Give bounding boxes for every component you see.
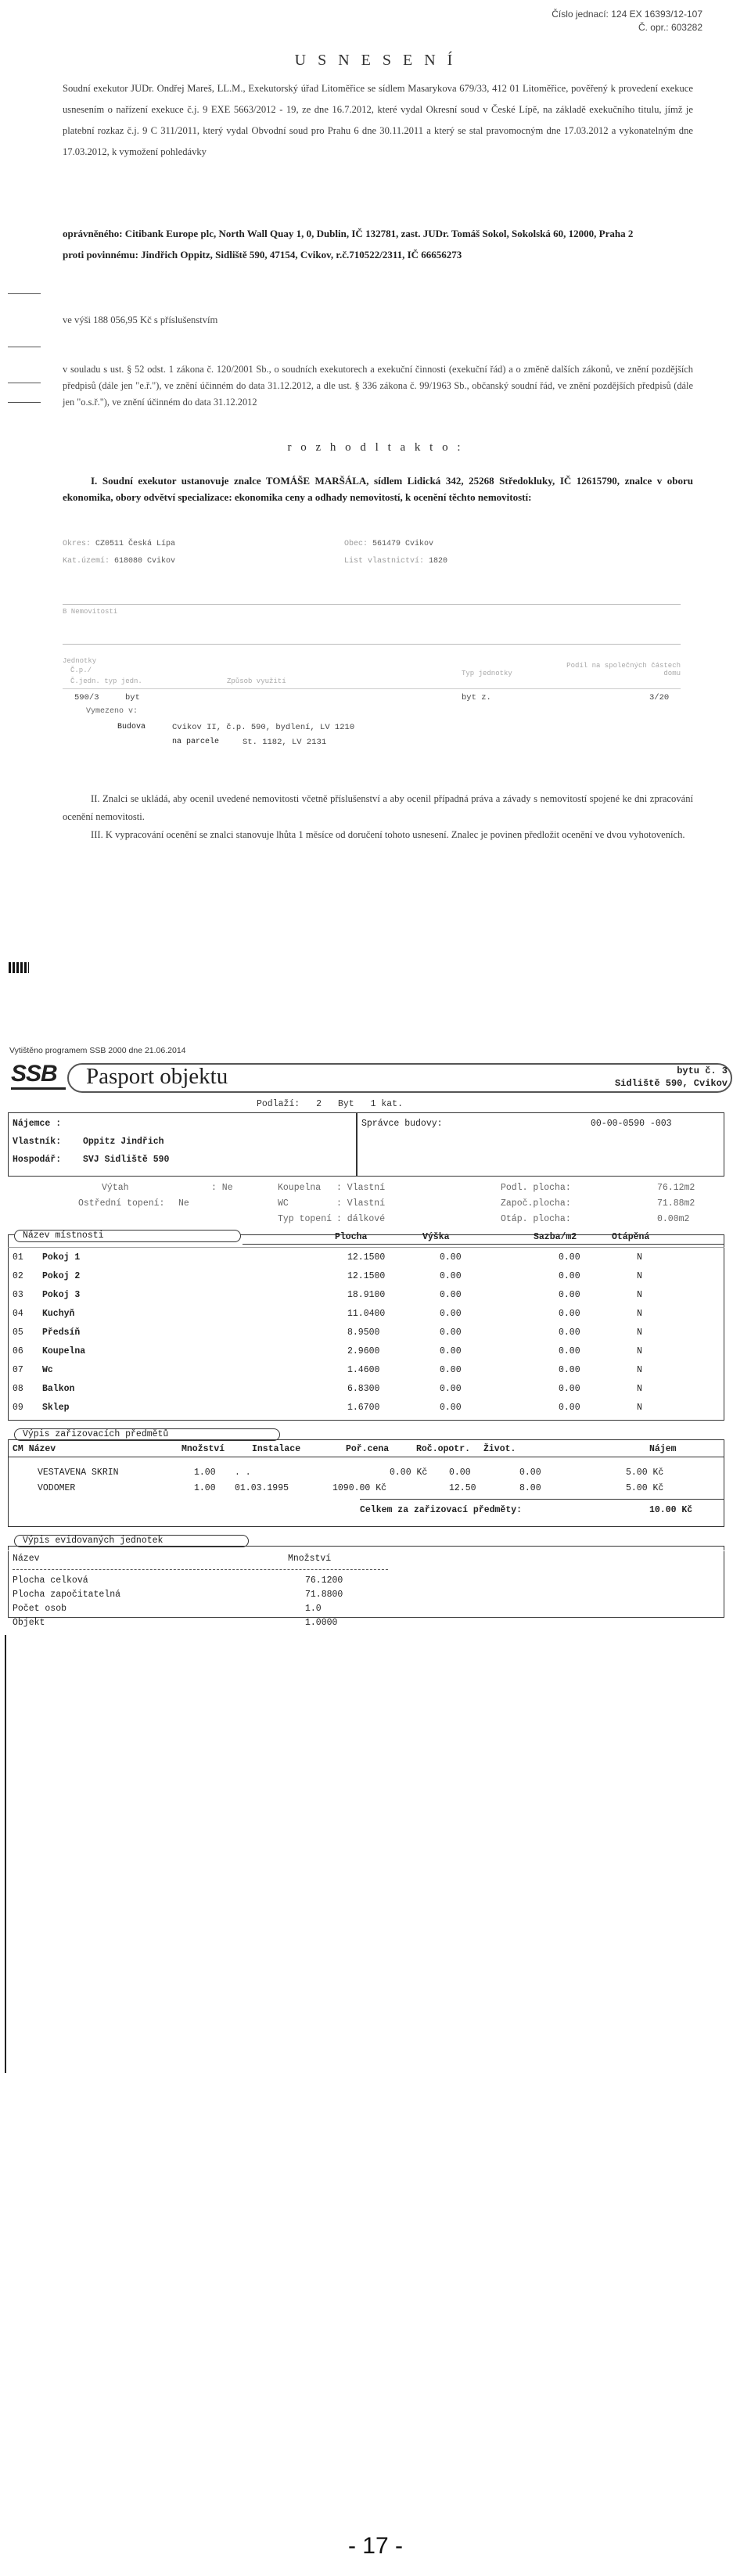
decision-point-3: III. K vypracování ocenění se znalci stanovuje lhůta 1 měsíce od doručení tohoto usnesení. Znalec je povinen předložit ocenění ve dvou vyhotoveních. [91, 829, 685, 840]
equipment-price: 1090.00 Kč [332, 1483, 387, 1493]
room-height: 0.00 [440, 1252, 462, 1263]
units-table [8, 1546, 724, 1618]
room-rate: 0.00 [559, 1309, 580, 1319]
obec-label: Obec: [344, 540, 368, 548]
equipment-qty: 1.00 [194, 1468, 216, 1478]
units-header-qty: Množství [288, 1554, 332, 1564]
owner-label: Vlastník: [13, 1137, 62, 1147]
floor-label: Podlaží: [257, 1099, 300, 1109]
wc-label: WC [278, 1198, 289, 1209]
room-no: 05 [13, 1328, 23, 1338]
equipment-price: 0.00 Kč [390, 1468, 428, 1478]
room-rate: 0.00 [559, 1290, 580, 1300]
room-row [9, 1380, 721, 1400]
rooms-header-pill [14, 1230, 241, 1242]
admin-value: 00-00-0590 -003 [591, 1119, 672, 1129]
rooms-header-rule [243, 1244, 724, 1245]
unit-name: Plocha celková [13, 1575, 88, 1586]
parties-block [63, 223, 693, 265]
equipment-rent: 5.00 Kč [626, 1483, 664, 1493]
room-rate: 0.00 [559, 1328, 580, 1338]
room-heated: N [637, 1346, 642, 1356]
room-row [9, 1399, 721, 1419]
room-row [9, 1342, 721, 1363]
rooms-top-rule [8, 1247, 724, 1248]
equipment-rent: 5.00 Kč [626, 1468, 664, 1478]
heating-type-value: : dálkové [336, 1214, 386, 1224]
decision-point-1: I. Soudní exekutor ustanovuje znalce TOMÁŠE MARŠÁLA, sídlem Lidická 342, 25268 Středokluky, IČ 12615790, znalce v oboru ekonomika, obory odvětví specializace: ekonomika ceny a odhady nemovitostí, k ocenění těchto nemovitostí: [63, 475, 693, 503]
decision-heading: r o z h o d l t a k t o : [287, 441, 464, 454]
col-podil: Podíl na společných částech domu [566, 662, 681, 677]
unit-value: 76.1200 [305, 1575, 343, 1586]
rooms-header-heated: Otápěná [612, 1232, 650, 1242]
unit-use: byt [125, 693, 140, 702]
room-heated: N [637, 1365, 642, 1375]
room-height: 0.00 [440, 1290, 462, 1300]
passport-title: Pasport objektu [86, 1064, 228, 1089]
wc-value: : Vlastní [336, 1198, 386, 1209]
room-area: 11.0400 [347, 1309, 386, 1319]
obec-value: 561479 Cvikov [372, 540, 434, 548]
room-row [9, 1361, 721, 1381]
bathroom-label: Koupelna [278, 1183, 322, 1193]
room-height: 0.00 [440, 1346, 462, 1356]
okres-value: CZ0511 Česká Lípa [95, 540, 176, 548]
room-height: 0.00 [440, 1384, 462, 1394]
room-name: Pokoj 1 [42, 1252, 81, 1263]
room-row [9, 1286, 721, 1306]
unit-name: Objekt [13, 1618, 45, 1628]
rooms-header-name: Název místnosti [23, 1231, 104, 1241]
heating-type-label: Typ topení [278, 1214, 332, 1224]
equipment-name: VESTAVENA SKRIN [38, 1468, 119, 1478]
unit-name: Počet osob [13, 1604, 67, 1614]
room-rate: 0.00 [559, 1365, 580, 1375]
heating-value: Ne [178, 1198, 189, 1209]
room-rate: 0.00 [559, 1384, 580, 1394]
floor-value: 2 [316, 1099, 322, 1109]
room-rate: 0.00 [559, 1403, 580, 1413]
page-number: - 17 - [347, 2533, 404, 2559]
room-heated: N [637, 1252, 642, 1263]
unit-address-line: Sidliště 590, Cvikov [614, 1078, 728, 1089]
col-jedn: Č.jedn. typ jedn. [70, 677, 142, 685]
scan-edge-line [5, 1635, 6, 2073]
extract-rule [63, 688, 681, 689]
legal-basis: v souladu s ust. § 52 odst. 1 zákona č. 120/2001 Sb., o soudních exekutorech a exekuční činnosti (exekuční řád) a o změně dalších zákonů, ve znění pozdějších předpisů (dále jen "e.ř."), ve znění účinném do data 31.12.2012, a dle ust. § 336 zákona č. 99/1963 Sb., občanský soudní řád, ve znění pozdějších předpisů (dále jen "o.s.ř."), ve znění účinném do data 31.12.2012 [63, 364, 693, 408]
equipment-wear: 0.00 [449, 1468, 471, 1478]
room-no: 08 [13, 1384, 23, 1394]
room-area: 12.1500 [347, 1252, 386, 1263]
equipment-wear: 12.50 [449, 1483, 476, 1493]
equipment-header-rent: Nájem [649, 1444, 677, 1454]
lv-value: 1820 [429, 557, 448, 566]
col-zpusob: Způsob využití [227, 677, 286, 685]
room-heated: N [637, 1384, 642, 1394]
manager-value: SVJ Sidliště 590 [83, 1155, 170, 1165]
room-no: 06 [13, 1346, 23, 1356]
col-jednotky: Jednotky [63, 657, 97, 665]
unit-name: Plocha započitatelná [13, 1590, 121, 1600]
units-title: Výpis evidovaných jednotek [23, 1536, 163, 1546]
floor-area-label: Podl. plocha: [501, 1183, 571, 1193]
unit-number-line: bytu č. 3 [677, 1065, 728, 1076]
unit-value: 71.8800 [305, 1590, 343, 1600]
decision-point-2: II. Znalci se ukládá, aby ocenil uvedené nemovitosti včetně příslušenství a aby ocenil případná práva a závady s nemovitostí spojené ke dni zpracování ocenění nemovitosti. [63, 793, 693, 822]
floor-area-value: 76.12m2 [657, 1183, 695, 1193]
registry-box [63, 604, 681, 645]
bathroom-value: : Vlastní [336, 1183, 386, 1193]
unit-value: 1.0000 [305, 1618, 338, 1628]
okres-label: Okres: [63, 540, 92, 548]
room-area: 2.9600 [347, 1346, 380, 1356]
room-no: 07 [13, 1365, 23, 1375]
type-value: 1 kat. [370, 1099, 403, 1109]
intro-paragraph: Soudní exekutor JUDr. Ondřej Mareš, LL.M., Exekutorský úřad Litoměřice se sídlem Masarykova 679/33, 412 01 Litoměřice, pověřený k provedení exekuce usnesením o nařízení exekuce č.j. 9 EXE 5663/2012 - 19, ze dne 16.7.2012, které vydal Okresní soud v České Lípě, na základě exekučního titulu, jímž je platební rozkaz č.j. 9 C 311/2011, který vydal Obvodní soud pro Prahu 6 dne 30.11.2011 a který se stal pravomocným dne 17.03.2012 a vykonatelným dne 17.03.2012, k vymožení pohledávky [63, 83, 693, 157]
tenant-label: Nájemce : [13, 1119, 62, 1129]
room-area: 12.1500 [347, 1271, 386, 1281]
room-heated: N [637, 1403, 642, 1413]
room-name: Wc [42, 1365, 53, 1375]
room-area: 6.8300 [347, 1384, 380, 1394]
room-no: 09 [13, 1403, 23, 1413]
unit-value: 1.0 [305, 1604, 322, 1614]
margin-mark [8, 402, 41, 403]
room-rate: 0.00 [559, 1252, 580, 1263]
room-heated: N [637, 1309, 642, 1319]
room-height: 0.00 [440, 1365, 462, 1375]
claim-amount: ve výši 188 056,95 Kč s příslušenstvím [63, 314, 218, 325]
counted-area-label: Započ.plocha: [501, 1198, 571, 1209]
ku-label: Kat.území: [63, 557, 110, 566]
room-rate: 0.00 [559, 1346, 580, 1356]
order-number: Č. opr.: 603282 [638, 22, 702, 33]
room-no: 04 [13, 1309, 23, 1319]
room-row [9, 1305, 721, 1325]
room-name: Koupelna [42, 1346, 86, 1356]
equipment-header-qty: Množství [181, 1444, 225, 1454]
room-area: 8.9500 [347, 1328, 380, 1338]
case-number: Číslo jednací: 124 EX 16393/12-107 [552, 9, 702, 20]
type-label: Byt [337, 1099, 354, 1109]
creditor-line: oprávněného: Citibank Europe plc, North Wall Quay 1, 0, Dublin, IČ 132781, zast. JUDr. Tomáš Sokol, Sokolská 60, 12000, Praha 2 [63, 228, 634, 239]
unit-number: 590/3 [74, 693, 99, 702]
units-mask [8, 1550, 724, 1551]
scan-marker [9, 962, 29, 973]
defined-in: Vymezeno v: [86, 707, 138, 716]
col-typ: Typ jednotky [462, 670, 512, 677]
owner-box-divider [356, 1112, 358, 1177]
print-note: Vytištěno programem SSB 2000 dne 21.06.2014 [9, 1046, 186, 1055]
equipment-header-wear: Roč.opotr. [416, 1444, 471, 1454]
unit-share: 3/20 [649, 693, 670, 702]
manager-label: Hospodář: [13, 1155, 62, 1165]
equipment-life: 0.00 [519, 1468, 541, 1478]
room-area: 18.9100 [347, 1290, 386, 1300]
room-no: 02 [13, 1271, 23, 1281]
equipment-title: Výpis zařizovacích předmětů [23, 1429, 169, 1439]
room-name: Předsíň [42, 1328, 81, 1338]
room-rate: 0.00 [559, 1271, 580, 1281]
equipment-header-price: Poř.cena [346, 1444, 390, 1454]
room-no: 03 [13, 1290, 23, 1300]
equipment-install: 01.03.1995 [235, 1483, 289, 1493]
equipment-total-label: Celkem za zařizovací předměty: [360, 1505, 523, 1515]
units-header-name: Název [13, 1554, 40, 1564]
room-name: Balkon [42, 1384, 75, 1394]
room-heated: N [637, 1290, 642, 1300]
room-heated: N [637, 1328, 642, 1338]
heated-area-value: 0.00m2 [657, 1214, 690, 1224]
unit-type: byt z. [462, 693, 491, 702]
document-title: U S N E S E N Í [294, 52, 457, 69]
room-row [9, 1248, 721, 1269]
debtor-line: proti povinnému: Jindřich Oppitz, Sidliště 590, 47154, Cvikov, r.č.710522/2311, IČ 66656273 [63, 249, 462, 260]
room-name: Pokoj 2 [42, 1271, 81, 1281]
parcel-value: St. 1182, LV 2131 [243, 738, 327, 747]
parcel-label: na parcele [172, 738, 220, 746]
admin-label: Správce budovy: [361, 1119, 443, 1129]
equipment-header-life: Život. [483, 1444, 516, 1454]
equipment-qty: 1.00 [194, 1483, 216, 1493]
equipment-total-value: 10.00 Kč [649, 1505, 693, 1515]
counted-area-value: 71.88m2 [657, 1198, 695, 1209]
equipment-total-rule [360, 1499, 724, 1500]
ku-value: 618080 Cvikov [114, 557, 176, 566]
owner-value: Oppitz Jindřich [83, 1137, 164, 1147]
building-value: Cvikov II, č.p. 590, bydlení, LV 1210 [172, 723, 355, 732]
margin-mark [8, 293, 41, 294]
room-area: 1.6700 [347, 1403, 380, 1413]
ssb-logo: SSB [11, 1061, 57, 1087]
room-name: Pokoj 3 [42, 1290, 81, 1300]
heated-area-label: Otáp. plocha: [501, 1214, 571, 1224]
room-row [9, 1324, 721, 1344]
room-height: 0.00 [440, 1309, 462, 1319]
lv-label: List vlastnictví: [344, 557, 425, 566]
rooms-header-area: Plocha [335, 1232, 368, 1242]
building-label: Budova [117, 723, 146, 731]
room-height: 0.00 [440, 1328, 462, 1338]
room-heated: N [637, 1271, 642, 1281]
room-no: 01 [13, 1252, 23, 1263]
heating-label: Ostřední topení: [78, 1198, 165, 1209]
rooms-header-rate: Sazba/m2 [534, 1232, 577, 1242]
equipment-life: 8.00 [519, 1483, 541, 1493]
units-header-rule [13, 1569, 388, 1570]
equipment-name: VODOMER [38, 1483, 76, 1493]
room-area: 1.4600 [347, 1365, 380, 1375]
room-height: 0.00 [440, 1271, 462, 1281]
lift-value: : Ne [211, 1183, 233, 1193]
rooms-header-height: Výška [422, 1232, 450, 1242]
equipment-header-install: Instalace [252, 1444, 301, 1454]
equipment-install: . . [235, 1468, 251, 1478]
unit-identifier [615, 1065, 728, 1090]
closing-paragraphs [63, 790, 693, 844]
case-reference [552, 8, 702, 34]
lift-label: Výtah [102, 1183, 129, 1193]
room-row [9, 1267, 721, 1288]
room-name: Sklep [42, 1403, 70, 1413]
room-name: Kuchyň [42, 1309, 75, 1319]
floor-row [257, 1099, 414, 1109]
equipment-header-name: CM Název [13, 1444, 56, 1454]
room-height: 0.00 [440, 1403, 462, 1413]
col-cp: Č.p./ [70, 666, 92, 674]
section-heading: B Nemovitosti [63, 608, 118, 616]
